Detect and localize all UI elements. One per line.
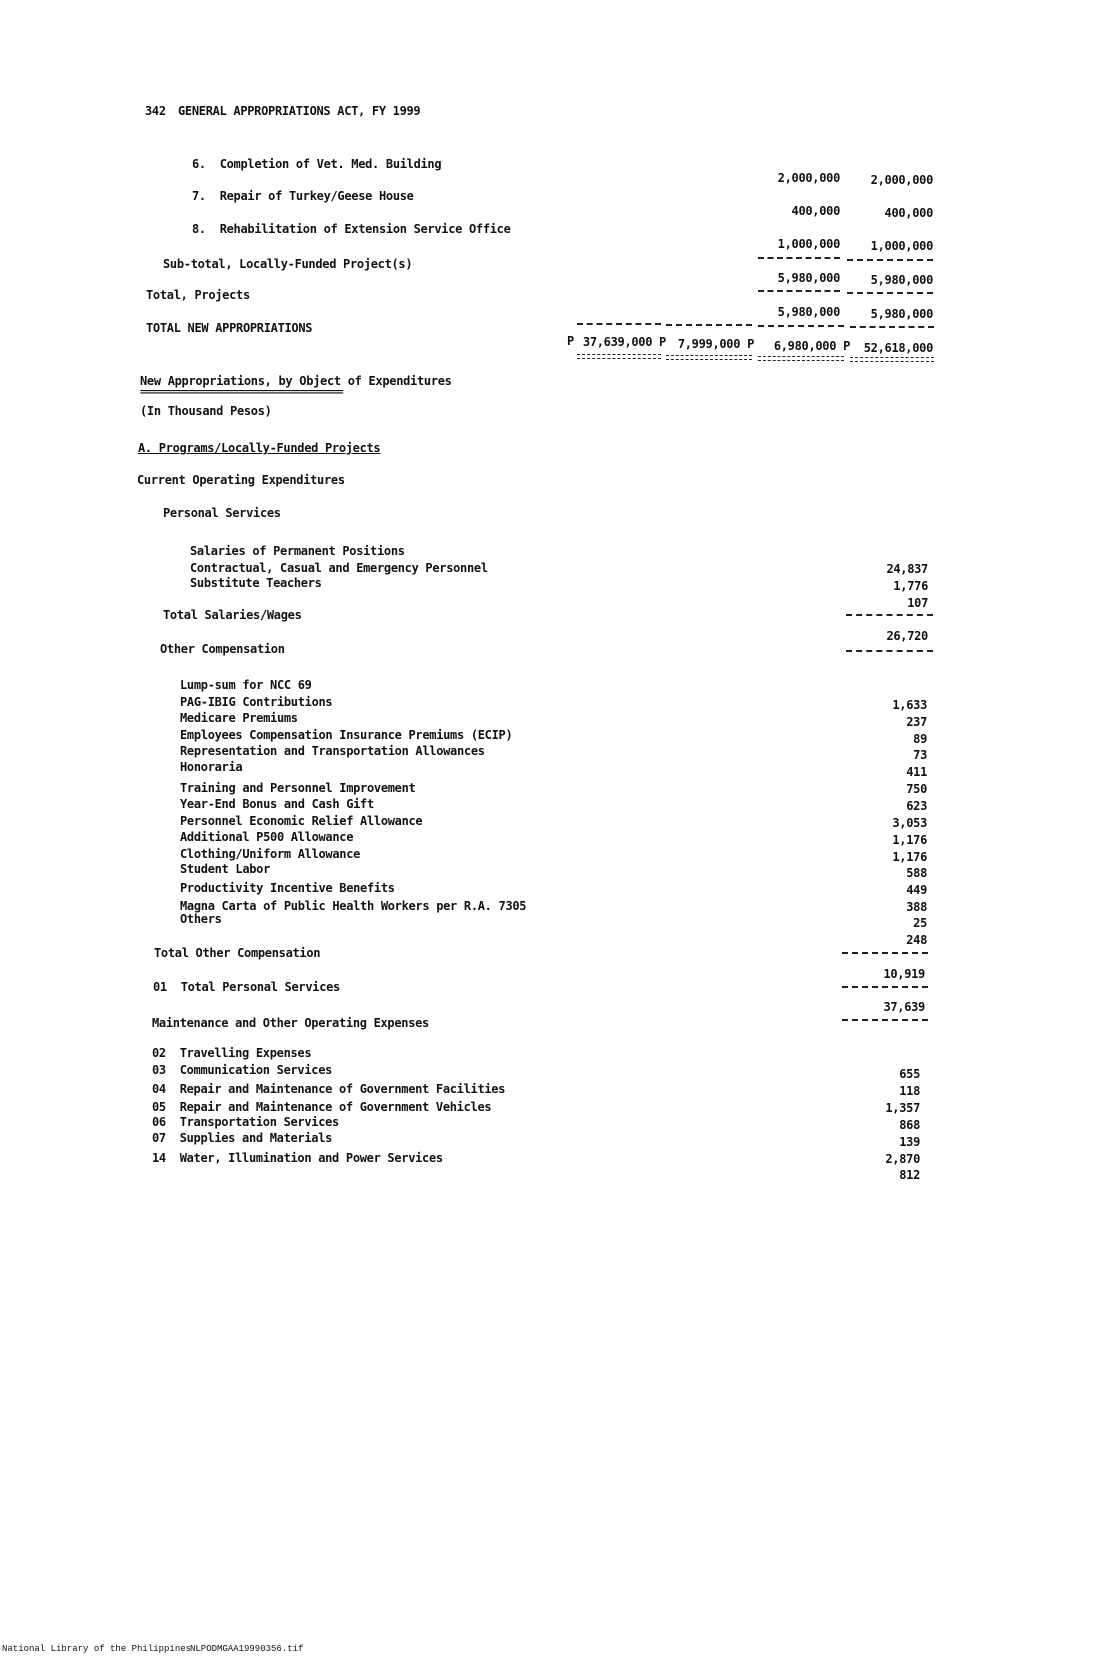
other-comp-value: 623 bbox=[906, 799, 927, 813]
other-compensation-heading: Other Compensation bbox=[160, 642, 285, 656]
separator-line bbox=[666, 324, 752, 326]
project-6-total: 2,000,000 bbox=[870, 173, 933, 187]
other-comp-item: Employees Compensation Insurance Premiums (ECIP) bbox=[180, 728, 513, 742]
mooe-value: 1,357 bbox=[885, 1101, 920, 1115]
salaries-value: 24,837 bbox=[886, 562, 928, 576]
separator-line bbox=[842, 1019, 928, 1021]
mooe-item: 04 Repair and Maintenance of Government Facilities bbox=[152, 1082, 506, 1096]
other-comp-item: Additional P500 Allowance bbox=[180, 830, 354, 844]
other-comp-value: 449 bbox=[906, 883, 927, 897]
other-comp-item: Productivity Incentive Benefits bbox=[180, 881, 395, 895]
total-projects-label: Total, Projects bbox=[146, 288, 250, 302]
separator-line bbox=[758, 257, 840, 259]
salaries-item: Salaries of Permanent Positions bbox=[190, 544, 405, 558]
total-personal-services-value: 37,639 bbox=[883, 1000, 925, 1014]
separator-line bbox=[850, 326, 934, 328]
other-comp-item: Clothing/Uniform Allowance bbox=[180, 847, 361, 861]
other-comp-item: PAG-IBIG Contributions bbox=[180, 695, 333, 709]
peso-sign: P bbox=[567, 334, 574, 348]
object-section-title: New Appropriations, by Object of Expenditures bbox=[140, 374, 452, 388]
other-comp-value: 73 bbox=[913, 748, 927, 762]
project-6-col3: 2,000,000 bbox=[777, 171, 840, 185]
mooe-value: 139 bbox=[899, 1135, 920, 1149]
other-comp-item: Representation and Transportation Allowances bbox=[180, 744, 485, 758]
total-projects-total: 5,980,000 bbox=[870, 307, 933, 321]
total-personal-services-label: 01 Total Personal Services bbox=[153, 980, 340, 994]
mooe-item: 02 Travelling Expenses bbox=[152, 1046, 312, 1060]
total-salaries-value: 26,720 bbox=[886, 629, 928, 643]
mooe-heading: Maintenance and Other Operating Expenses bbox=[152, 1016, 429, 1030]
other-comp-item: Medicare Premiums bbox=[180, 711, 298, 725]
separator-line bbox=[847, 292, 933, 294]
other-comp-value: 237 bbox=[906, 715, 927, 729]
other-comp-value: 89 bbox=[913, 732, 927, 746]
other-comp-item: Others bbox=[180, 912, 222, 926]
page-header-title: GENERAL APPROPRIATIONS ACT, FY 1999 bbox=[178, 104, 421, 118]
other-comp-value: 588 bbox=[906, 866, 927, 880]
footer-file: NLPODMGAA19990356.tif bbox=[190, 1644, 304, 1654]
programs-heading: A. Programs/Locally-Funded Projects bbox=[138, 441, 381, 455]
project-7-total: 400,000 bbox=[884, 206, 933, 220]
mooe-value: 812 bbox=[899, 1168, 920, 1182]
project-7-col3: 400,000 bbox=[791, 204, 840, 218]
other-comp-value: 750 bbox=[906, 782, 927, 796]
object-section-underline: ========================================== bbox=[140, 387, 343, 398]
separator-line bbox=[847, 259, 933, 261]
other-comp-item: Student Labor bbox=[180, 862, 271, 876]
other-comp-item: Personnel Economic Relief Allowance bbox=[180, 814, 423, 828]
other-comp-item: Training and Personnel Improvement bbox=[180, 781, 416, 795]
mooe-item: 03 Communication Services bbox=[152, 1063, 333, 1077]
other-comp-item: Honoraria bbox=[180, 760, 243, 774]
separator-line bbox=[842, 986, 928, 988]
page-number: 342 bbox=[145, 104, 166, 118]
total-new-col3: 6,980,000 P bbox=[773, 339, 850, 353]
subtotal-total: 5,980,000 bbox=[870, 273, 933, 287]
mooe-item: 05 Repair and Maintenance of Government Vehicles bbox=[152, 1100, 492, 1114]
double-separator-line bbox=[666, 355, 752, 360]
double-separator-line bbox=[577, 354, 661, 359]
project-8-total: 1,000,000 bbox=[870, 239, 933, 253]
other-comp-value: 1,176 bbox=[892, 833, 927, 847]
footer-library: National Library of the Philippines bbox=[2, 1644, 192, 1654]
project-6-label: 6. Completion of Vet. Med. Building bbox=[192, 157, 442, 171]
total-new-appropriations-label: TOTAL NEW APPROPRIATIONS bbox=[146, 321, 313, 335]
total-projects-col3: 5,980,000 bbox=[777, 305, 840, 319]
salaries-value: 107 bbox=[907, 596, 928, 610]
mooe-value: 868 bbox=[899, 1118, 920, 1132]
total-new-total: 52,618,000 bbox=[863, 341, 933, 355]
salaries-item: Substitute Teachers bbox=[190, 576, 322, 590]
total-new-col1: 37,639,000 P bbox=[582, 335, 666, 349]
separator-line bbox=[842, 952, 928, 954]
separator-line bbox=[758, 290, 840, 292]
total-salaries-label: Total Salaries/Wages bbox=[163, 608, 302, 622]
separator-line bbox=[846, 650, 933, 652]
project-7-label: 7. Repair of Turkey/Geese House bbox=[192, 189, 414, 203]
other-comp-value: 1,176 bbox=[892, 850, 927, 864]
other-comp-value: 25 bbox=[913, 916, 927, 930]
mooe-item: 07 Supplies and Materials bbox=[152, 1131, 333, 1145]
salaries-value: 1,776 bbox=[893, 579, 928, 593]
current-operating-heading: Current Operating Expenditures bbox=[137, 473, 345, 487]
unit-note: (In Thousand Pesos) bbox=[140, 404, 272, 418]
other-comp-item: Lump-sum for NCC 69 bbox=[180, 678, 312, 692]
separator-line bbox=[846, 614, 933, 616]
project-8-col3: 1,000,000 bbox=[777, 237, 840, 251]
double-separator-line bbox=[758, 356, 844, 361]
total-other-compensation-value: 10,919 bbox=[883, 967, 925, 981]
subtotal-label: Sub-total, Locally-Funded Project(s) bbox=[163, 257, 413, 271]
other-comp-value: 411 bbox=[906, 765, 927, 779]
personal-services-heading: Personal Services bbox=[163, 506, 281, 520]
total-new-col2: 7,999,000 P bbox=[677, 337, 754, 351]
mooe-item: 06 Transportation Services bbox=[152, 1115, 339, 1129]
mooe-item: 14 Water, Illumination and Power Services bbox=[152, 1151, 443, 1165]
other-comp-value: 3,053 bbox=[892, 816, 927, 830]
mooe-value: 2,870 bbox=[885, 1152, 920, 1166]
other-comp-value: 388 bbox=[906, 900, 927, 914]
salaries-item: Contractual, Casual and Emergency Personnel bbox=[190, 561, 488, 575]
other-comp-item: Year-End Bonus and Cash Gift bbox=[180, 797, 374, 811]
other-comp-value: 248 bbox=[906, 933, 927, 947]
separator-line bbox=[758, 325, 844, 327]
project-8-label: 8. Rehabilitation of Extension Service Office bbox=[192, 222, 511, 236]
other-comp-item: Magna Carta of Public Health Workers per R.A. 7305 bbox=[180, 899, 527, 913]
double-separator-line bbox=[850, 357, 934, 362]
subtotal-col3: 5,980,000 bbox=[777, 271, 840, 285]
separator-line bbox=[577, 323, 661, 325]
mooe-value: 118 bbox=[899, 1084, 920, 1098]
other-comp-value: 1,633 bbox=[892, 698, 927, 712]
mooe-value: 655 bbox=[899, 1067, 920, 1081]
total-other-compensation-label: Total Other Compensation bbox=[154, 946, 321, 960]
